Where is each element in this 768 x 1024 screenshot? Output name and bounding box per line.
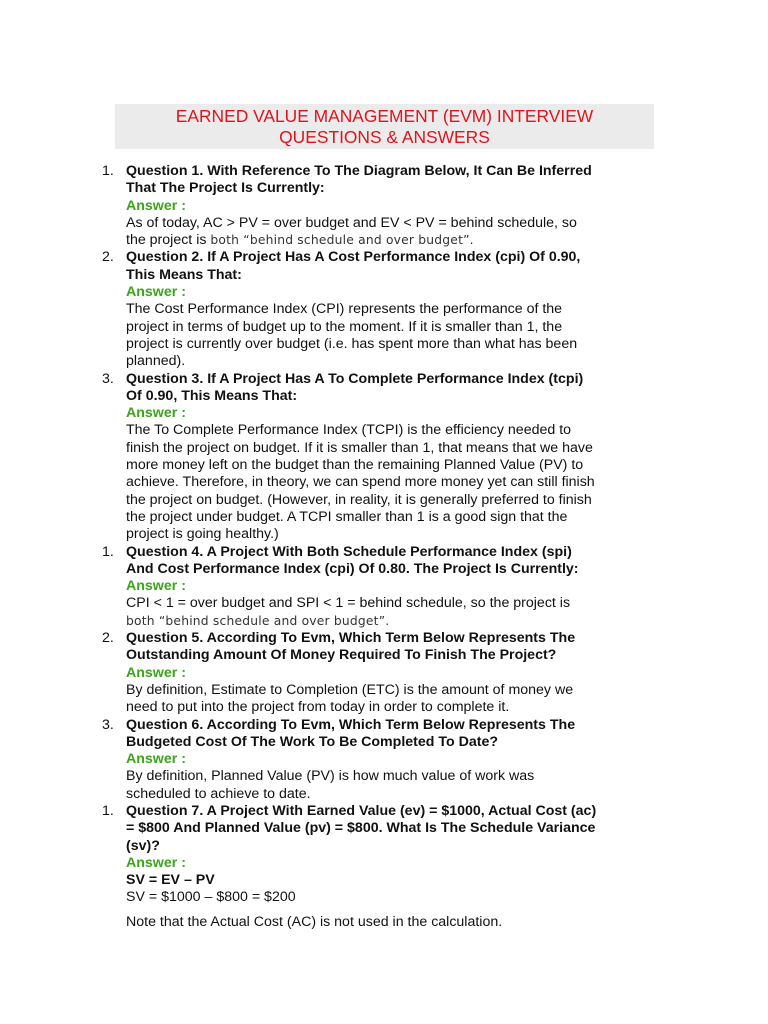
answer-emphasis-text: both “behind schedule and over budget”. [126, 613, 390, 628]
item-number: 1. [102, 163, 114, 179]
qa-item [102, 630, 662, 716]
answer-text-segment: By definition, Estimate to Completion (ETC) is the amount of money we [126, 681, 574, 698]
qa-list [102, 163, 662, 931]
question-text: Question 4. A Project With Both Schedule Performance Index (spi) [126, 543, 572, 560]
note-text: Note that the Actual Cost (AC) is not used in the calculation. [126, 913, 503, 930]
item-number: 1. [102, 802, 114, 819]
title-line-1: EARNED VALUE MANAGEMENT (EVM) INTERVIEW [175, 106, 594, 126]
qa-item [102, 249, 662, 370]
answer-text [126, 474, 662, 491]
answer-text [126, 336, 662, 353]
answer-text [126, 595, 662, 612]
answer-text [126, 215, 662, 232]
answer-emphasis-text: both “behind schedule and over budget”. [210, 233, 474, 248]
answer-text [126, 889, 662, 906]
formula-text: SV = EV – PV [126, 872, 215, 889]
answer-text-segment: finish the project on budget. If it is smaller than 1, that means that we have [126, 439, 593, 456]
qa-item [102, 163, 662, 249]
item-number: 1. [102, 543, 114, 560]
question-text: (sv)? [126, 837, 160, 854]
answer-text [126, 509, 662, 526]
answer-text-segment: planned). [126, 353, 186, 370]
answer-label: Answer : [126, 578, 186, 595]
answer-text [126, 492, 662, 509]
answer-text [126, 440, 662, 457]
answer-text-segment: project is going healthy.) [126, 526, 279, 543]
answer-text [126, 699, 662, 716]
question-text: = $800 And Planned Value (pv) = $800. What Is The Schedule Variance [126, 820, 596, 837]
answer-text-segment: The Cost Performance Index (CPI) represents the performance of the [126, 301, 563, 318]
item-number: 3. [102, 370, 114, 387]
qa-item [102, 544, 662, 630]
answer-text-segment: achieve. Therefore, in theory, we can spend more money yet can still finish [126, 474, 595, 491]
answer-text-segment: SV = $1000 – $800 = $200 [126, 889, 296, 906]
answer-text-segment: the project is [126, 232, 211, 249]
question-text: Question 1. With Reference To The Diagram Below, It Can Be Inferred [126, 163, 592, 179]
question-text: Question 7. A Project With Earned Value (ev) = $1000, Actual Cost (ac) [126, 802, 597, 819]
question-text: Outstanding Amount Of Money Required To Finish The Project? [126, 647, 557, 664]
answer-text [126, 768, 662, 785]
answer-text-segment: As of today, AC > PV = over budget and EV < PV = behind schedule, so [126, 214, 577, 231]
answer-label: Answer : [126, 854, 186, 871]
question-text: Budgeted Cost Of The Work To Be Completed To Date? [126, 733, 499, 750]
answer-text [126, 526, 662, 543]
question-text: This Means That: [126, 266, 242, 283]
question-text: That The Project Is Currently: [126, 180, 325, 197]
answer-text [126, 457, 662, 474]
answer-text-segment: need to put into the project from today in order to complete it. [126, 699, 510, 716]
answer-text [126, 422, 662, 439]
qa-item [102, 717, 662, 803]
answer-text-segment: the project under budget. A TCPI smaller than 1 is a good sign that the [126, 508, 568, 525]
answer-text [126, 301, 662, 318]
answer-text-segment: The To Complete Performance Index (TCPI) is the efficiency needed to [126, 422, 572, 439]
item-number: 2. [102, 249, 114, 266]
answer-text [126, 786, 662, 803]
answer-text-segment: By definition, Planned Value (PV) is how much value of work was [126, 768, 535, 785]
question-text: Question 6. According To Evm, Which Term Below Represents The [126, 716, 576, 733]
answer-text [126, 353, 662, 370]
question-text: And Cost Performance Index (cpi) Of 0.80. The Project Is Currently: [126, 560, 579, 577]
answer-label: Answer : [126, 197, 186, 214]
answer-text [126, 232, 662, 249]
answer-text-segment: more money left on the budget than the remaining Planned Value (PV) to [126, 457, 584, 474]
answer-text-segment: project in terms of budget up to the moment. If it is smaller than 1, the [126, 318, 563, 335]
question-text: Question 5. According To Evm, Which Term Below Represents The [126, 630, 576, 647]
answer-label: Answer : [126, 284, 186, 301]
answer-text [126, 319, 662, 336]
question-text: Of 0.90, This Means That: [126, 387, 298, 404]
answer-text-segment: CPI < 1 = over budget and SPI < 1 = behind schedule, so the project is [126, 595, 571, 612]
qa-item [102, 803, 662, 931]
answer-text-segment: project is currently over budget (i.e. has spent more than what has been [126, 335, 578, 352]
title-line-2: QUESTIONS & ANSWERS [279, 127, 490, 147]
answer-text-segment: the project on budget. (However, in reality, it is generally preferred to finish [126, 491, 592, 508]
answer-text-segment: scheduled to achieve to date. [126, 785, 311, 802]
item-number: 2. [102, 630, 114, 647]
answer-label: Answer : [126, 751, 186, 768]
answer-text [126, 682, 662, 699]
question-text: Question 2. If A Project Has A Cost Performance Index (cpi) Of 0.90, [126, 249, 581, 266]
qa-item [102, 371, 662, 544]
question-text: Question 3. If A Project Has A To Complete Performance Index (tcpi) [126, 370, 584, 387]
answer-label: Answer : [126, 664, 186, 681]
item-number: 3. [102, 716, 114, 733]
answer-label: Answer : [126, 405, 186, 422]
page-title [115, 104, 654, 149]
